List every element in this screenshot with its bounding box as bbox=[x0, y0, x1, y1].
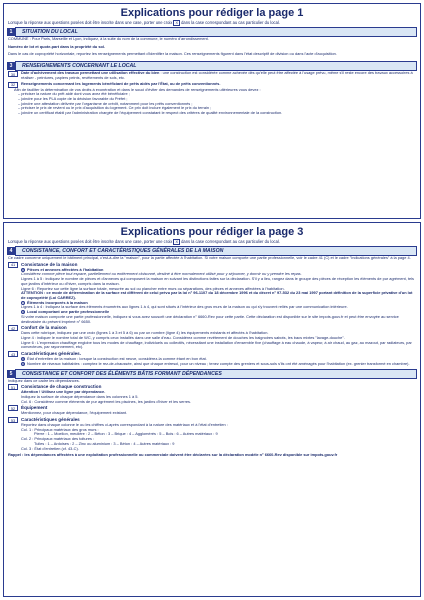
item-41: 41 Consistance de la maison bbox=[8, 262, 416, 268]
section-3-header bbox=[7, 62, 417, 70]
q42-b: Ligne 4 : indiquer le nombre total de WC, y compris ceux installés dans une salle d'eau. Considérez comme revêtement de douches les baignoires sabots, les bacs mixtes "lavage-douche". bbox=[21, 334, 345, 340]
page1-title: Explications pour rédiger la page 1 bbox=[120, 7, 304, 19]
rappel-note: Rappel : les dépendances affectées à une exploitation professionnelle ou commerciale doivent être déclarées sur la déclaration modèle n° 6660-Rev disponible sur impots.gouv.fr bbox=[8, 452, 338, 458]
numero-lot-text: Numéro de lot et quote-part dans la propriété du sol. bbox=[8, 43, 106, 49]
q53-d: Col. 2 : Principaux matériaux des toitures : bbox=[21, 436, 95, 442]
item-43: 43 Caractéristiques générales. bbox=[8, 351, 416, 357]
bullet: – joindre une attestation délivrée par l'organisme de crédit, notamment pour les prêts conventionnés ; bbox=[18, 100, 193, 106]
page3-title: Explications pour rédiger la page 3 bbox=[120, 226, 304, 238]
q53-c: Pierre : 1 – Moellon, meulière : 2 – Béton : 3 – Brique : 4 – Agglomérés : 5 – Bois : 6 – Autres matériaux : 9 bbox=[34, 431, 218, 437]
bullet: – joindre pour les PLA copie de la décision favorable du Préfet ; bbox=[18, 95, 128, 101]
section-number: 3 bbox=[7, 62, 15, 70]
section-5-header bbox=[7, 370, 417, 378]
section-title: CONSISTANCE, CONFORT ET CARACTÉRISTIQUES GÉNÉRALES DE LA MAISON bbox=[15, 246, 417, 256]
bullet: – préciser la nature du prêt aidé dont vous avez été bénéficiaire ; bbox=[18, 91, 130, 97]
q53-a: Reportez dans chaque colonne le ou les chiffres ci-après correspondant à la nature des matériaux et à l'état d'entretien : bbox=[21, 422, 228, 428]
q43-d: D Nombre de niveaux habitables : comptez le rez-de-chaussée, ainsi que chaque entresol, pour un niveau ; tenez compte des greniers et sous-sols s'ils ont été aménagés pour l'habitation (ex. grenier transformé en chambre). bbox=[21, 360, 410, 366]
section-title: CONSISTANCE ET CONFORT DES ÉLÉMENTS BÂTIS FORMANT DÉPENDANCES bbox=[15, 369, 417, 379]
item-52: 52 Équipement bbox=[8, 405, 416, 411]
q42-c: Ligne 6 : L'expression chauffage englobe tous les modes de chauffage, individuels ou collectifs, nécessitant une installation d'ensemble fixe (chauffage à eau chaude, à vapeur, à air chaud, au gaz, au mazout, par radiateurs, par convecteurs, par rayonnement, etc). bbox=[21, 339, 412, 350]
q51-a: Indiquez la surface de chaque dépendance dans les colonnes 1 à 5. bbox=[21, 393, 139, 399]
bullet: – préciser le prix de revient ou le prix d'acquisition du logement. Ce prix doit inclure également le prix du terrain ; bbox=[18, 105, 212, 111]
q51-att: Attention ! Utilisez une ligne par dépendance. bbox=[21, 389, 106, 395]
q51-b: Col. 6 : Considérez comme éléments de pur agrément les piscines, les jardins d'hiver et les serres. bbox=[21, 398, 192, 404]
page1-panel bbox=[3, 3, 421, 219]
section-number: 1 bbox=[7, 28, 15, 36]
item-53: 53 Caractéristiques générales bbox=[8, 417, 416, 423]
ligne-6: Ligne 6 : Reportez sur cette ligne la surface totale, mesurée au sol ou plancher entre murs ou séparations, des pièces et annexes affectées à l'habitation. bbox=[21, 285, 285, 291]
q53-e: Tuiles : 1 – Ardoises : 2 – Zinc ou aluminium : 3 – Béton : 4 – Autres matériaux : 9 bbox=[34, 440, 175, 446]
attention-note: ATTENTION : ce mode de détermination de la surface est différent de celui prévu par la loi n° 96-1107 du 18 décembre 1996 et du décret n° 97-532 du 23 mai 1997 portant définition de la superficie privative d'un lot de copropriété (Loi CARREZ). bbox=[21, 290, 413, 300]
q42-a: Dans cette rubrique, indiquez par une croix (lignes 1 à 3 et 5 à 6) ou par un nombre (ligne 4) les équipements existants et affectés à l'habitation. bbox=[21, 330, 269, 336]
item-32: 32 Renseignements concernant les logements bénéficiant de prêts aidés par l'État, ou de prêts conventionnés. bbox=[8, 82, 416, 88]
sec4-intro: Ce cadre concerne uniquement le bâtiment principal, c'est-à-dire la "maison", pour la partie affectée à l'habitation. Si votre maison comporte une partie professionnelle, voir le cadre 41 (C) et le cadre "Indications générales" à la page 4. bbox=[8, 255, 411, 260]
page3-intro: Lorsque la réponse aux questions posées doit être inscrite dans une case, porter une croix X dans la case correspondant au cas particulier du local. bbox=[8, 239, 280, 244]
section-number: 4 bbox=[7, 247, 15, 255]
bullet: – joindre un certificat établi par l'administration chargée de l'équipement constatant le respect des critères de qualité environnementale de la construction. bbox=[18, 110, 283, 116]
sub-B-desc: Lignes 1 à 4 : Indiquez la surface des éléments énumérés aux lignes 1 à 4, qui sont situés à l'intérieur des gros murs de la maison ou qui s'y trouvent reliés par une communication intérieure. bbox=[21, 304, 348, 310]
sub-B-title: B Éléments incorporés à la maison bbox=[21, 299, 88, 305]
sec5-intro: Indiquez dans ce cadre les dépendances. bbox=[8, 377, 80, 383]
section-title: SITUATION DU LOCAL bbox=[15, 27, 417, 37]
page3-panel bbox=[3, 222, 421, 597]
section-1-header bbox=[7, 28, 417, 36]
q53-f: Col. 3 : État d'entretien (cf. 43-C). bbox=[21, 445, 79, 451]
section-4-header bbox=[7, 247, 417, 255]
sub-C-desc: Si votre maison comporte une partie professionnelle, indiquez si vous avez souscrit une déclaration n° 6660-Rev pour cette partie. Cette déclaration est disponible sur le site impots.gouv.fr et peut être envoyée au service destinataire du présent imprimé n° 6650. bbox=[21, 313, 399, 324]
q53-b: Col. 1 : Principaux matériaux des gros murs : bbox=[21, 426, 99, 432]
q43-c: C État d'entretien de la maison : lorsque la construction est neuve, considérez-la comme étant en bon état. bbox=[21, 356, 207, 362]
commune-text: COMMUNE : Pour Paris, Marseille et Lyon, indiquez, à la suite du nom de la commune, le numéro d'arrondissement. bbox=[8, 36, 209, 41]
sub-A-title: A Pièces et annexes affectées à l'habitation bbox=[21, 266, 104, 272]
item-30: 30 Date d'achèvement des travaux permettant une utilisation effective du bien : une construction est considérée comme achevée dès qu'elle peut être affectée à l'usage prévu, même s'il reste encore des travaux accessoires à réaliser - peintures, papiers peints, revêtements de sols, etc. bbox=[8, 71, 416, 80]
q32-intro: Afin de faciliter la détermination de vos droits à exonération et dans le souci d'éviter des demandes de renseignements ultérieures vous devez : bbox=[14, 86, 261, 92]
item-42: 42 Confort de la maison bbox=[8, 325, 416, 331]
sub-A-desc: Considérez comme pièce tout espace, partiellement ou entièrement cloisonné, destiné à être normalement utilisé pour y séjourner, y dormir ou y prendre les repas. bbox=[21, 271, 302, 277]
item-51: 51 Consistance de chaque construction bbox=[8, 384, 416, 390]
sub-C-title: C Local comportant une partie professionnelle bbox=[21, 309, 110, 315]
copro-text: Dans le cas de copropriété horizontale, reportez les renseignements permettant d'identifier la maison. Ces renseignements figurent dans l'état descriptif de division ou dans l'acte d'acquisition. bbox=[8, 51, 337, 57]
q52-a: Mentionnez, pour chaque dépendance, l'équipement existant. bbox=[21, 410, 128, 416]
section-title: RENSEIGNEMENTS CONCERNANT LE LOCAL bbox=[15, 61, 417, 71]
section-number: 5 bbox=[7, 370, 15, 378]
lignes-1-5: Lignes 1 à 5 : indiquez le nombre de pièces et d'annexes qui composent la maison en suivant les distinctions faites sur la déclaration. S'il y a lieu, rangez dans le groupe des pièces de réception les éléments de pur agrément, tels que jardins d'intérieur ou d'hiver, compris dans la maison. bbox=[21, 276, 414, 286]
page1-intro: Lorsque la réponse aux questions posées doit être inscrite dans une case, porter une croix X dans la case correspondant au cas particulier du local. bbox=[8, 20, 280, 25]
